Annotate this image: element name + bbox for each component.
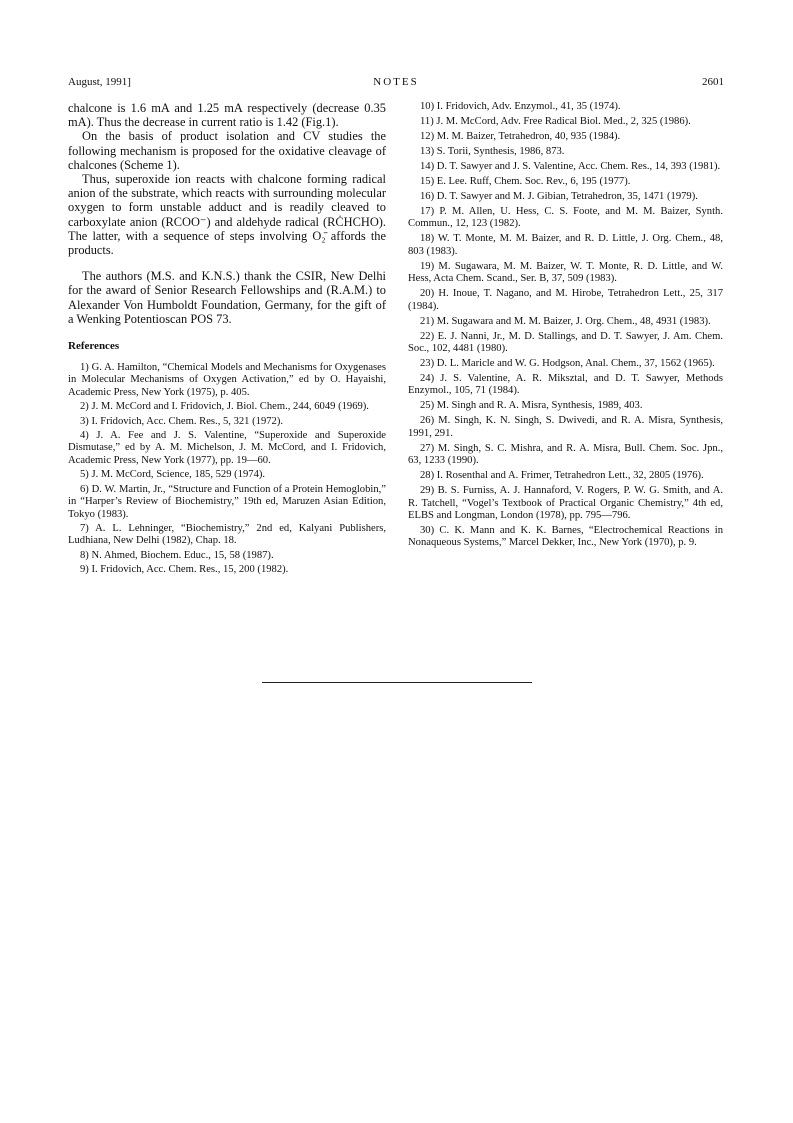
reference-item: 22) E. J. Nanni, Jr., M. D. Stallings, and D. T. Sawyer, J. Am. Chem. Soc., 102, 4481 (1980). <box>408 330 723 355</box>
right-column <box>408 101 723 552</box>
reference-item: 1) G. A. Hamilton, “Chemical Models and Mechanisms for Oxygenases in Molecular Mechanisms of Oxygen Activation,” ed by O. Hayaishi, Academic Press, New York (1975), p. 405. <box>68 362 386 398</box>
header-date: August, 1991] <box>68 76 131 88</box>
reference-item: 21) M. Sugawara and M. M. Baizer, J. Org. Chem., 48, 4931 (1983). <box>420 315 711 327</box>
reference-item: 13) S. Torii, Synthesis, 1986, 873. <box>420 146 565 157</box>
reference-item: 4) J. A. Fee and J. S. Valentine, “Superoxide and Superoxide Dismutase,” ed by A. M. Michelson, J. M. McCord, and I. Fridovich, Academic Press, New York (1977), pp. 19—60. <box>68 430 386 466</box>
reference-item: 5) J. M. McCord, Science, 185, 529 (1974). <box>80 469 266 481</box>
reference-item: 6) D. W. Martin, Jr., “Structure and Function of a Protein Hemoglobin,” in “Harper’s Review of Biochemistry,” 19th ed, Maruzen Asian Edition, Tokyo (1983). <box>68 483 386 520</box>
reference-item: 29) B. S. Furniss, A. J. Hannaford, V. Rogers, P. W. G. Smith, and A. R. Tatchell, “Vogel’s Textbook of Practical Organic Chemistry,” 4th ed, ELBS and Longman, London (1978), pp. 795—796. <box>408 485 723 522</box>
reference-item: 14) D. T. Sawyer and J. S. Valentine, Acc. Chem. Res., 14, 393 (1981). <box>420 161 721 172</box>
reference-item: 26) M. Singh, K. N. Singh, S. Dwivedi, and R. A. Misra, Synthesis, 1991, 291. <box>408 415 723 439</box>
header-section: NOTES <box>373 76 419 88</box>
reference-item: 15) E. Lee. Ruff, Chem. Soc. Rev., 6, 195 (1977). <box>420 176 631 187</box>
references-list-right <box>408 101 723 550</box>
reference-item: 2) J. M. McCord and I. Fridovich, J. Biol. Chem., 244, 6049 (1969). <box>80 401 369 413</box>
paragraph-superoxide: Thus, superoxide ion reacts with chalcone forming radical anion of the substrate, which reacts with surrounding molecular oxygen to form unstable adduct and is readily cleaved to carboxylate anion (RCOO⁻) and aldehyde radical (RĊHCHO). The latter, with a sequence of steps involving O₂̄ affords the products. <box>68 172 386 258</box>
reference-item: 9) I. Fridovich, Acc. Chem. Res., 15, 200 (1982). <box>80 564 289 576</box>
spacer <box>68 257 386 269</box>
reference-item: 17) P. M. Allen, U. Hess, C. S. Foote, and M. M. Baizer, Synth. Commun., 12, 123 (1982). <box>408 206 723 230</box>
paragraph-current-ratio: chalcone is 1.6 mA and 1.25 mA respectively (decrease 0.35 mA). Thus the decrease in current ratio is 1.42 (Fig.1). <box>68 101 386 130</box>
page-number: 2601 <box>702 76 724 88</box>
end-rule-divider <box>262 682 532 683</box>
reference-item: 8) N. Ahmed, Biochem. Educ., 15, 58 (1987). <box>80 549 274 561</box>
reference-item: 30) C. K. Mann and K. K. Barnes, “Electrochemical Reactions in Nonaqueous Systems,” Marcel Dekker, Inc., New York (1970), p. 9. <box>408 525 723 549</box>
references-heading: References <box>68 340 120 353</box>
paragraph-mechanism: On the basis of product isolation and CV studies the following mechanism is proposed for the oxidative cleavage of chalcones (Scheme 1). <box>68 129 386 172</box>
reference-item: 11) J. M. McCord, Adv. Free Radical Biol. Med., 2, 325 (1986). <box>420 116 691 127</box>
reference-item: 7) A. L. Lehninger, “Biochemistry,” 2nd ed, Kalyani Publishers, Ludhiana, New Delhi (1982), Chap. 18. <box>68 522 386 547</box>
reference-item: 20) H. Inoue, T. Nagano, and M. Hirobe, Tetrahedron Lett., 25, 317 (1984). <box>408 288 723 312</box>
references-list-left <box>68 362 386 577</box>
reference-item: 23) D. L. Maricle and W. G. Hodgson, Anal. Chem., 37, 1562 (1965). <box>420 358 715 370</box>
reference-item: 18) W. T. Monte, M. M. Baizer, and R. D. Little, J. Org. Chem., 48, 803 (1983). <box>408 233 723 257</box>
reference-item: 16) D. T. Sawyer and M. J. Gibian, Tetrahedron, 35, 1471 (1979). <box>420 191 698 202</box>
reference-item: 24) J. S. Valentine, A. R. Miksztal, and D. T. Sawyer, Methods Enzymol., 105, 71 (1984). <box>408 373 723 397</box>
acknowledgement: The authors (M.S. and K.N.S.) thank the CSIR, New Delhi for the award of Senior Research Fellowships and (R.A.M.) to Alexander Von Humboldt Foundation, Germany, for the gift of a Wenking Potentioscan POS 73. <box>68 269 386 326</box>
reference-item: 25) M. Singh and R. A. Misra, Synthesis, 1989, 403. <box>420 400 643 412</box>
reference-item: 28) I. Rosenthal and A. Frimer, Tetrahedron Lett., 32, 2805 (1976). <box>420 470 704 482</box>
reference-item: 27) M. Singh, S. C. Mishra, and R. A. Misra, Bull. Chem. Soc. Jpn., 63, 1233 (1990). <box>408 442 723 467</box>
running-header <box>68 74 724 90</box>
left-column <box>68 101 386 579</box>
reference-item: 19) M. Sugawara, M. M. Baizer, W. T. Monte, R. D. Little, and W. Hess, Acta Chem. Scand., Ser. B, 37, 509 (1983). <box>408 260 723 285</box>
reference-item: 10) I. Fridovich, Adv. Enzymol., 41, 35 (1974). <box>420 101 621 112</box>
reference-item: 12) M. M. Baizer, Tetrahedron, 40, 935 (1984). <box>420 131 621 142</box>
reference-item: 3) I. Fridovich, Acc. Chem. Res., 5, 321 (1972). <box>80 415 284 427</box>
